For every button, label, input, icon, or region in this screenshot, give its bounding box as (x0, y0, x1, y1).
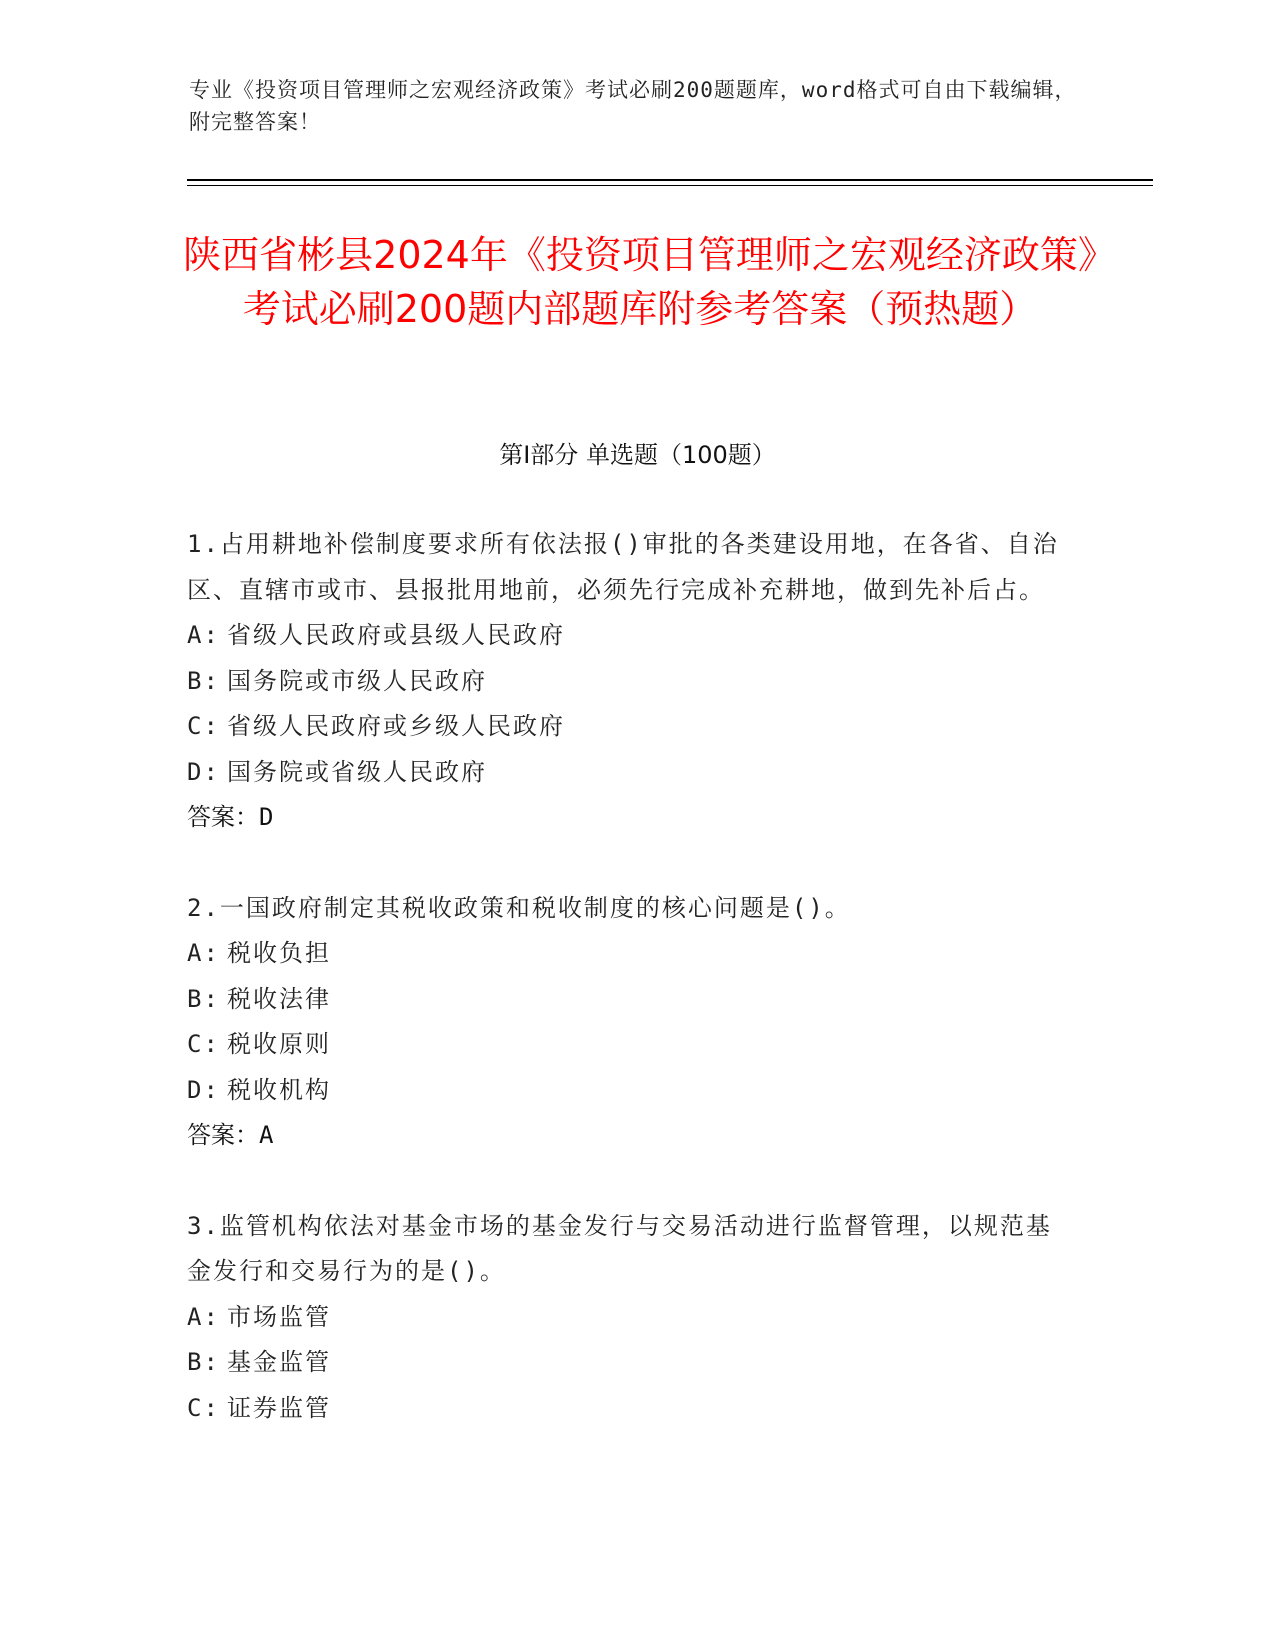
option-letter: B: (187, 666, 220, 695)
question-2 (187, 886, 1067, 1159)
option-letter: C: (187, 1393, 220, 1422)
question-1 (187, 522, 1067, 841)
question-stem: 3.监管机构依法对基金市场的基金发行与交易活动进行监督管理，以规范基金发行和交易行为的是()。 (187, 1211, 1052, 1285)
option-text: 税收机构 (227, 1075, 331, 1104)
header-divider-thick (187, 179, 1153, 181)
option-letter: A: (187, 1302, 220, 1331)
option-letter: B: (187, 1348, 220, 1376)
answer-line (187, 795, 1067, 841)
option-d (187, 1068, 1067, 1114)
option-text: 省级人民政府或县级人民政府 (227, 621, 565, 649)
answer-line (187, 1113, 1067, 1159)
question-spacer (187, 1159, 1067, 1204)
option-text: 税收法律 (227, 984, 331, 1013)
option-letter: C: (187, 712, 220, 740)
document-title: 陕西省彬县2024年《投资项目管理师之宏观经济政策》考试必刷200题内部题库附参考答案（预热题） (183, 233, 1097, 331)
question-stem: 2.一国政府制定其税收政策和税收制度的核心问题是()。 (187, 893, 851, 922)
answer-value: D (259, 803, 274, 831)
option-letter: A: (187, 621, 220, 649)
option-a (187, 1295, 1067, 1341)
header-note: 专业《投资项目管理师之宏观经济政策》考试必刷200题题库，word格式可自由下载编辑，附完整答案！ (189, 78, 1077, 134)
option-letter: C: (187, 1030, 220, 1058)
option-text: 证券监管 (227, 1393, 331, 1422)
question-stem: 1.占用耕地补偿制度要求所有依法报()审批的各类建设用地，在各省、自治区、直辖市或市、县报批用地前，必须先行完成补充耕地，做到先补后占。 (187, 530, 1059, 604)
option-letter: B: (187, 984, 220, 1013)
question-3 (187, 1204, 1067, 1432)
option-a (187, 613, 1067, 659)
option-c (187, 704, 1067, 750)
option-text: 市场监管 (227, 1302, 331, 1331)
section-heading: 第Ⅰ部分 单选题（100题） (499, 441, 776, 469)
answer-label: 答案： (187, 803, 259, 831)
option-c (187, 1022, 1067, 1068)
option-text: 税收原则 (227, 1030, 331, 1058)
option-letter: D: (187, 757, 220, 786)
option-letter: D: (187, 1075, 220, 1104)
option-text: 国务院或省级人民政府 (227, 757, 487, 786)
option-b (187, 1340, 1067, 1386)
option-d (187, 750, 1067, 796)
option-text: 基金监管 (227, 1348, 331, 1376)
question-spacer (187, 841, 1067, 886)
option-text: 税收负担 (227, 939, 331, 967)
option-text: 国务院或市级人民政府 (227, 666, 487, 695)
option-b (187, 659, 1067, 705)
answer-label: 答案： (187, 1121, 259, 1149)
option-text: 省级人民政府或乡级人民政府 (227, 712, 565, 740)
question-list (187, 522, 1067, 1431)
option-a (187, 931, 1067, 977)
answer-value: A (259, 1121, 274, 1149)
option-b (187, 977, 1067, 1023)
header-divider-thin (187, 185, 1153, 186)
option-letter: A: (187, 939, 220, 967)
option-c (187, 1386, 1067, 1432)
